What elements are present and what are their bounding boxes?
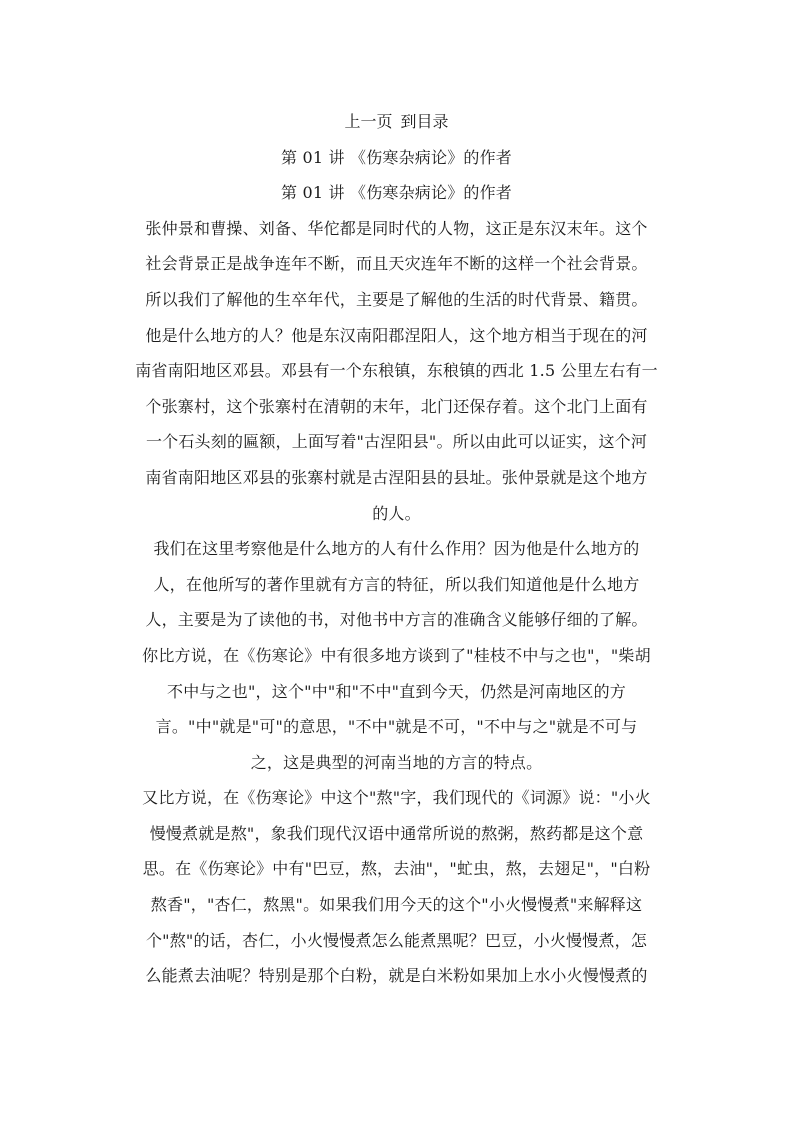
text-line: 张仲景和曹操、刘备、华佗都是同时代的人物，这正是东汉末年。这个: [145, 218, 648, 238]
text-line: 个张寨村，这个张寨村在清朝的末年，北门还保存着。这个北门上面有: [145, 396, 648, 416]
text-line: 思。在《伤寒论》中有"巴豆，熬，去油"，"虻虫，熬，去翅足"，"白粉: [142, 859, 651, 879]
text-line: 又比方说，在《伤寒论》中这个"熬"字，我们现代的《词源》说："小火: [142, 788, 651, 808]
chapter-title: 第 01 讲 《伤寒杂病论》的作者: [280, 147, 513, 167]
text-line: 慢慢煮就是熬"，象我们现代汉语中通常所说的熬粥，熬药都是这个意: [149, 823, 644, 843]
text-line: 么能煮去油呢？特别是那个白粉，就是白米粉如果加上水小火慢慢煮的: [145, 966, 648, 986]
text-line: 南省南阳地区邓县的张寨村就是古涅阳县的县址。张仲景就是这个地方: [145, 467, 648, 487]
chapter-subtitle: 第 01 讲 《伤寒杂病论》的作者: [280, 183, 513, 203]
text-line: 所以我们了解他的生卒年代，主要是了解他的生活的时代背景、籍贯。: [145, 289, 648, 309]
text-line: 的人。: [372, 503, 421, 523]
text-line: 一个石头刻的匾额，上面写着"古涅阳县"。所以由此可以证实，这个河: [145, 432, 648, 452]
text-line: 南省南阳地区邓县。邓县有一个东稂镇，东稂镇的西北 1.5 公里左右有一: [135, 361, 658, 381]
text-line: 个"熬"的话，杏仁，小火慢慢煮怎么能煮黑呢？巴豆，小火慢慢煮，怎: [145, 930, 648, 950]
text-line: 社会背景正是战争连年不断，而且天灾连年不断的这样一个社会背景。: [145, 254, 648, 274]
body-text: [130, 211, 663, 994]
text-line: 熬香"，"杏仁，熬黑"。如果我们用今天的这个"小火慢慢煮"来解释这: [150, 895, 643, 915]
text-line: 人，在他所写的著作里就有方言的特征，所以我们知道他是什么地方: [153, 574, 640, 594]
text-line: 我们在这里考察他是什么地方的人有什么作用？因为他是什么地方的: [153, 539, 640, 559]
document-page: [130, 104, 663, 994]
text-line: 你比方说，在《伤寒论》中有很多地方谈到了"桂枝不中与之也"，"柴胡: [142, 645, 651, 665]
text-line: 不中与之也"，这个"中"和"不中"直到今天，仍然是河南地区的方: [167, 681, 626, 701]
text-line: 人，主要是为了读他的书，对他书中方言的准确含义能够仔细的了解。: [145, 610, 648, 630]
text-line: 他是什么地方的人？他是东汉南阳郡涅阳人，这个地方相当于现在的河: [145, 325, 648, 345]
text-line: 之，这是典型的河南当地的方言的特点。: [250, 752, 543, 772]
page-navigation: [130, 104, 663, 140]
previous-page-link[interactable]: 上一页: [344, 112, 393, 131]
text-line: 言。"中"就是"可"的意思，"不中"就是不可，"不中与之"就是不可与: [155, 717, 638, 737]
table-of-contents-link[interactable]: 到目录: [400, 112, 449, 131]
